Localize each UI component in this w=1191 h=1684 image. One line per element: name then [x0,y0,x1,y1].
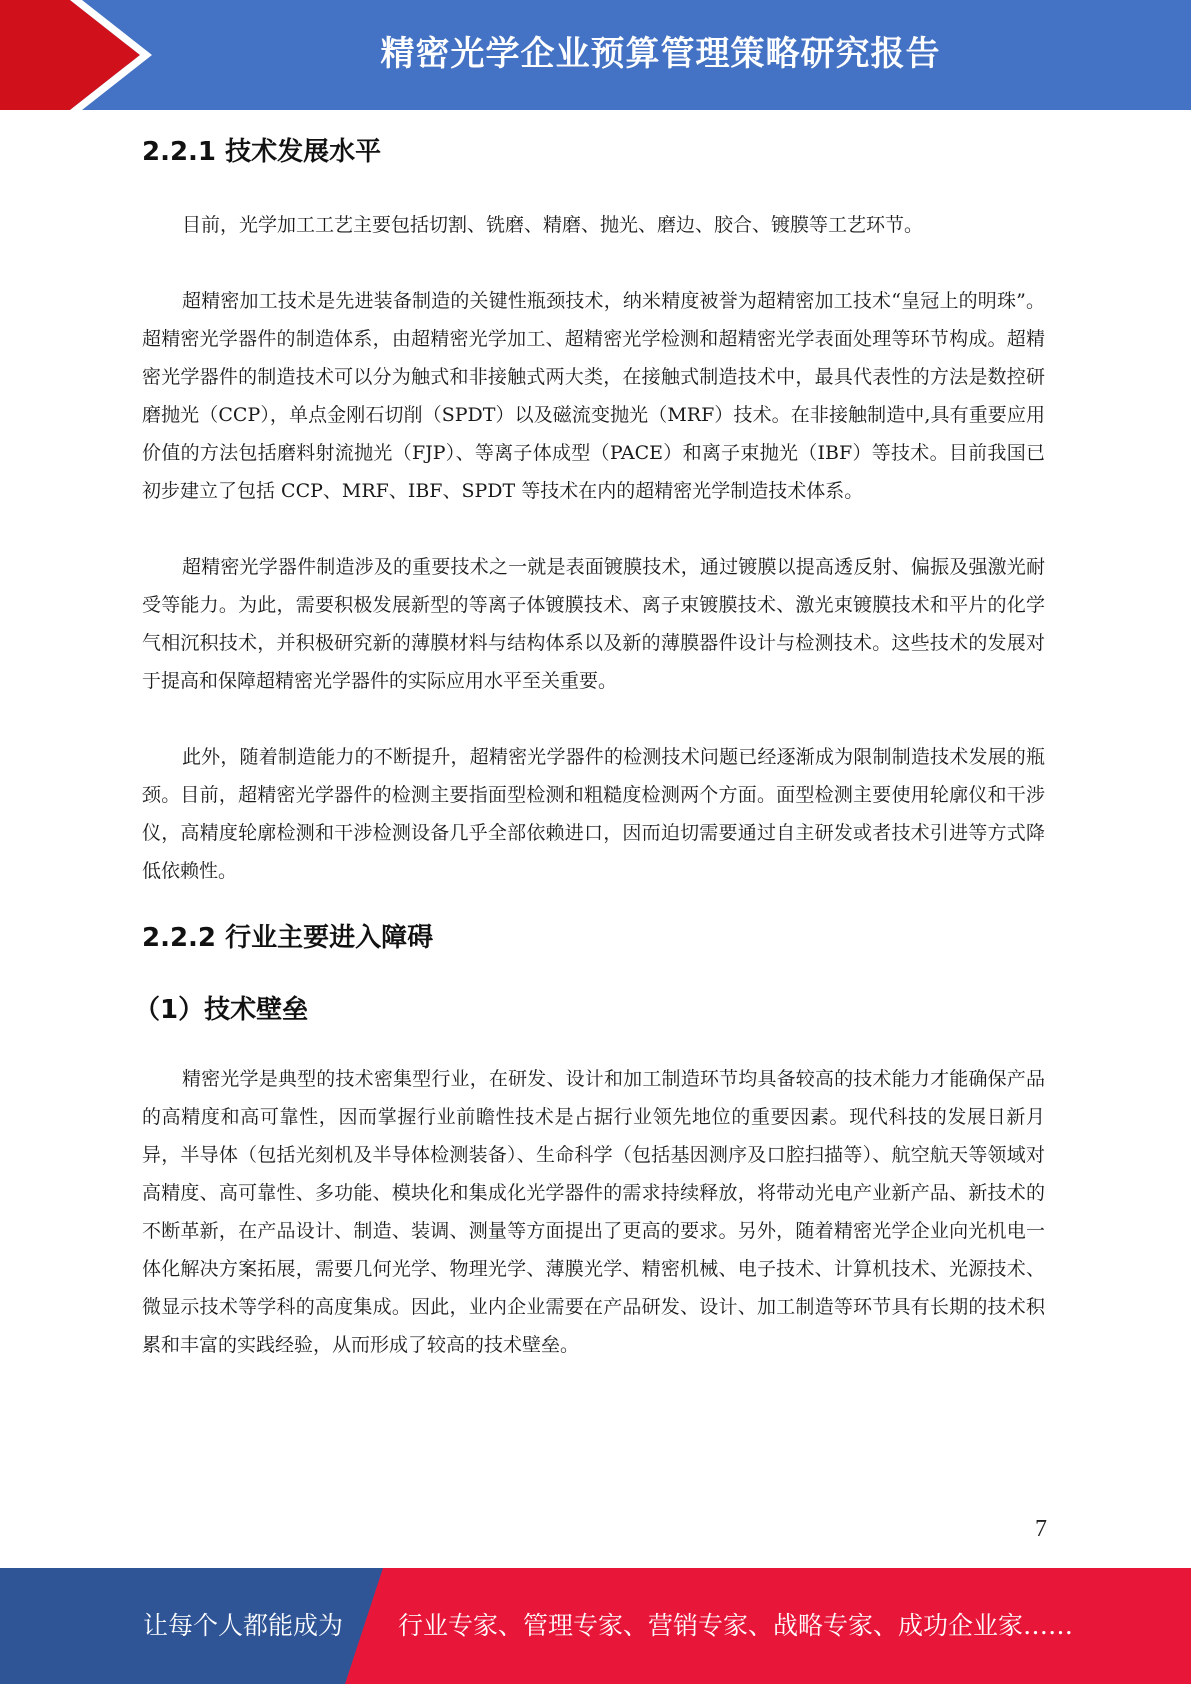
paragraph-processes: 目前，光学加工工艺主要包括切割、铣磨、精磨、抛光、磨边、胶合、镀膜等工艺环节。 [182,214,924,236]
footer-slogan-right: 行业专家、管理专家、营销专家、战略专家、成功企业家…… [398,1611,1074,1640]
paragraph-ultra-precision-machining: 超精密加工技术是先进装备制造的关键性瓶颈技术，纳米精度被誉为超精密加工技术“皇冠上的明珠”。超精密光学器件的制造体系，由超精密光学加工、超精密光学检测和超精密光学表面处理等环节构成。超精密光学器件的制造技术可以分为触式和非接触式两大类，在接触式制造技术中，最具代表性的方法是数控研磨抛光（CCP），单点金刚石切削（SPDT）以及磁流变抛光（MRF）技术。在非接触制造中,具有重要应用价值的方法包括磨料射流抛光（FJP）、等离子体成型（PACE）和离子束抛光（IBF）等技术。目前我国已初步建立了包括 CCP、MRF、IBF、SPDT 等技术在内的超精密光学制造技术体系。 [142,290,1045,502]
report-title: 精密光学企业预算管理策略研究报告 [380,34,941,74]
section-heading-2-2-2: 2.2.2 行业主要进入障碍 [142,923,434,953]
paragraph-inspection-technology: 此外，随着制造能力的不断提升，超精密光学器件的检测技术问题已经逐渐成为限制制造技术发展的瓶颈。目前，超精密光学器件的检测主要指面型检测和粗糙度检测两个方面。面型检测主要使用轮廓仪和干涉仪，高精度轮廓检测和干涉检测设备几乎全部依赖进口，因而迫切需要通过自主研发或者技术引进等方式降低依赖性。 [142,746,1045,882]
document-body [134,110,1045,1364]
paragraph-tech-barrier: 精密光学是典型的技术密集型行业，在研发、设计和加工制造环节均具备较高的技术能力才能确保产品的高精度和高可靠性，因而掌握行业前瞻性技术是占据行业领先地位的重要因素。现代科技的发展日新月异，半导体（包括光刻机及半导体检测装备）、生命科学（包括基因测序及口腔扫描等）、航空航天等领域对高精度、高可靠性、多功能、模块化和集成化光学器件的需求持续释放，将带动光电产业新产品、新技术的不断革新，在产品设计、制造、装调、测量等方面提出了更高的要求。另外，随着精密光学企业向光机电一体化解决方案拓展，需要几何光学、物理光学、薄膜光学、精密机械、电子技术、计算机技术、光源技术、微显示技术等学科的高度集成。因此，业内企业需要在产品研发、设计、加工制造等环节具有长期的技术积累和丰富的实践经验，从而形成了较高的技术壁垒。 [142,1068,1045,1356]
subsection-heading-tech-barrier: （1）技术壁垒 [134,995,309,1025]
page-number: 7 [1035,1516,1047,1542]
footer-banner [0,1568,1191,1684]
paragraph-coating-technology: 超精密光学器件制造涉及的重要技术之一就是表面镀膜技术，通过镀膜以提高透反射、偏振及强激光耐受等能力。为此，需要积极发展新型的等离子体镀膜技术、离子束镀膜技术、激光束镀膜技术和平片的化学气相沉积技术，并积极研究新的薄膜材料与结构体系以及新的薄膜器件设计与检测技术。这些技术的发展对于提高和保障超精密光学器件的实际应用水平至关重要。 [142,556,1045,692]
footer-slogan-left: 让每个人都能成为 [143,1611,344,1640]
header-banner [0,0,1191,110]
header-chevron-decoration [0,0,160,110]
section-heading-2-2-1: 2.2.1 技术发展水平 [142,137,382,167]
header-red-chevron [0,0,140,110]
